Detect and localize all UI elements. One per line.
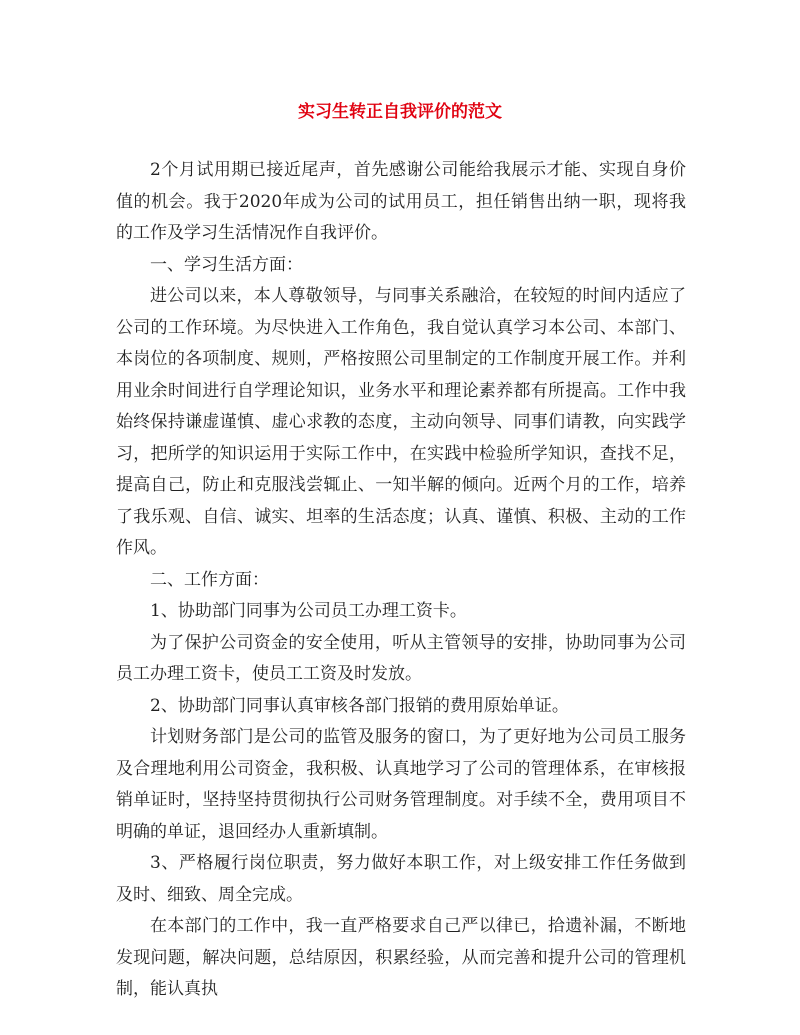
work-item-1-heading: 1、协助部门同事为公司员工办理工资卡。 — [150, 601, 467, 621]
section-heading-study-life: 一、学习生活方面： — [150, 254, 303, 275]
section-heading-work: 二、工作方面： — [150, 569, 269, 590]
document-body — [116, 155, 686, 1006]
document-title: 实习生转正自我评价的范文 — [298, 102, 502, 122]
work-item-3-heading: 3、严格履行岗位职责，努力做好本职工作，对上级安排工作任务做到及时、细致、周全完成。 — [116, 853, 686, 905]
paragraph-intro: 2个月试用期已接近尾声，首先感谢公司能给我展示才能、实现自身价值的机会。我于2020年成为公司的试用员工，担任销售出纳一职，现将我的工作及学习生活情况作自我评价。 — [116, 160, 686, 243]
work-item-2-heading: 2、协助部门同事认真审核各部门报销的费用原始单证。 — [150, 695, 569, 716]
work-item-3-text: 在本部门的工作中，我一直严格要求自己严以律已，拾遗补漏，不断地发现问题，解决问题，总结原因，积累经验，从而完善和提升公司的管理机制，能认真执 — [116, 916, 686, 999]
work-item-1-text: 为了保护公司资金的安全使用，听从主管领导的安排，协助同事为公司员工办理工资卡，使员工工资及时发放。 — [116, 632, 686, 684]
work-item-2-text: 计划财务部门是公司的监管及服务的窗口，为了更好地为公司员工服务及合理地利用公司资金，我积极、认真地学习了公司的管理体系，在审核报销单证时，坚持坚持贯彻执行公司财务管理制度。对手续不全，费用项目不明确的单证，退回经办人重新填制。 — [116, 727, 686, 842]
paragraph-study-life: 进公司以来，本人尊敬领导，与同事关系融洽，在较短的时间内适应了公司的工作环境。为尽快进入工作角色，我自觉认真学习本公司、本部门、本岗位的各项制度、规则，严格按照公司里制定的工作制度开展工作。并利用业余时间进行自学理论知识，业务水平和理论素养都有所提高。工作中我始终保持谦虚谨慎、虚心求教的态度，主动向领导、同事们请教，向实践学习，把所学的知识运用于实际工作中，在实践中检验所学知识，查找不足，提高自己，防止和克服浅尝辄止、一知半解的倾向。近两个月的工作，培养了我乐观、自信、诚实、坦率的生活态度；认真、谨慎、积极、主动的工作作风。 — [116, 286, 686, 558]
